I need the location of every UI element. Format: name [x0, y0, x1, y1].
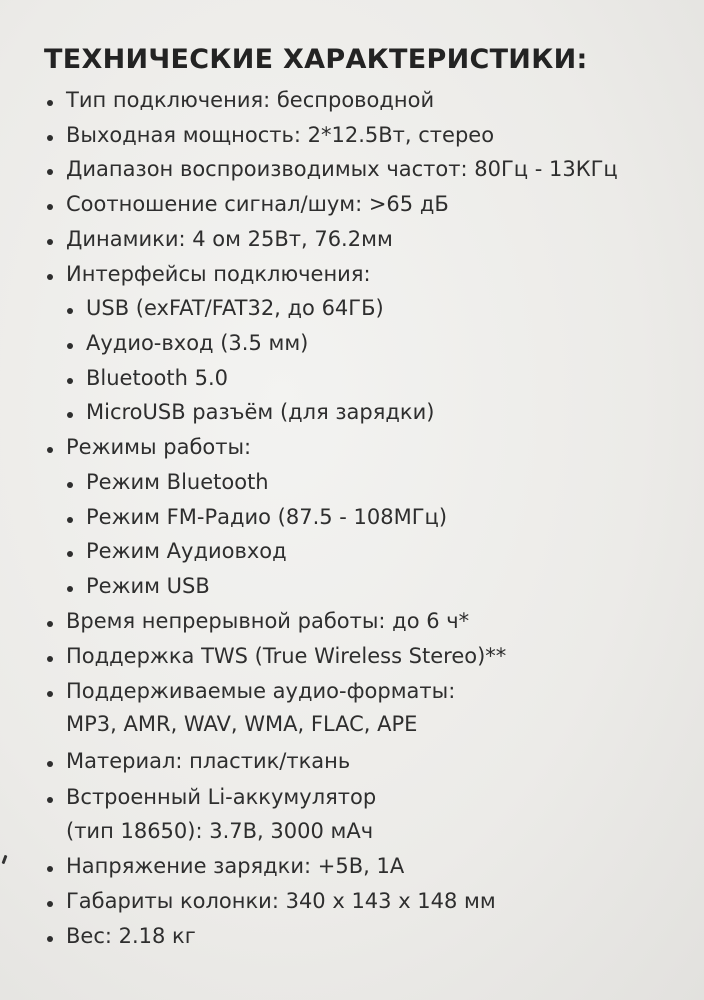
- bullet: [47, 447, 53, 453]
- spec-interface-bluetooth: Bluetooth 5.0: [86, 366, 229, 390]
- bullet: [47, 239, 53, 245]
- spec-modes: Режимы работы:: [66, 435, 252, 459]
- spec-battery: Встроенный Li-аккумулятор: [66, 785, 377, 809]
- bullet: [47, 169, 53, 175]
- bullet: [67, 412, 73, 418]
- dust-speck: [2, 855, 8, 864]
- spec-interface-microusb: MicroUSB разъём (для зарядки): [86, 400, 435, 424]
- spec-audio-formats-list: MP3, AMR, WAV, WMA, FLAC, APE: [66, 712, 418, 736]
- spec-audio-formats: Поддерживаемые аудио-форматы:: [66, 679, 456, 703]
- spec-material: Материал: пластик/ткань: [66, 749, 351, 773]
- spec-interface-usb: USB (exFAT/FAT32, до 64ГБ): [86, 296, 384, 320]
- bullet: [67, 378, 73, 384]
- bullet: [67, 586, 73, 592]
- bullet: [47, 761, 53, 767]
- bullet: [47, 866, 53, 872]
- bullet: [67, 482, 73, 488]
- bullet: [47, 274, 53, 280]
- spec-battery-details: (тип 18650): 3.7В, 3000 мАч: [66, 819, 374, 843]
- bullet: [47, 100, 53, 106]
- bullet: [47, 691, 53, 697]
- spec-charging-voltage: Напряжение зарядки: +5В, 1А: [66, 854, 405, 878]
- spec-runtime: Время непрерывной работы: до 6 ч*: [66, 609, 470, 633]
- bullet: [47, 135, 53, 141]
- bullet: [47, 797, 53, 803]
- spec-snr: Соотношение сигнал/шум: >65 дБ: [66, 192, 449, 216]
- bullet: [67, 517, 73, 523]
- bullet: [67, 551, 73, 557]
- bullet: [47, 936, 53, 942]
- spec-interface-aux: Аудио-вход (3.5 мм): [86, 331, 309, 355]
- spec-title: ТЕХНИЧЕСКИЕ ХАРАКТЕРИСТИКИ:: [44, 44, 588, 75]
- bullet: [47, 656, 53, 662]
- spec-connection-type: Тип подключения: беспроводной: [66, 88, 435, 112]
- spec-dimensions: Габариты колонки: 340 x 143 x 148 мм: [66, 889, 496, 913]
- spec-frequency-range: Диапазон воспроизводимых частот: 80Гц - 13КГц: [66, 157, 618, 181]
- spec-interfaces: Интерфейсы подключения:: [66, 262, 371, 286]
- spec-speakers: Динамики: 4 ом 25Вт, 76.2мм: [66, 227, 393, 251]
- spec-mode-fm: Режим FM-Радио (87.5 - 108МГц): [86, 505, 448, 529]
- spec-output-power: Выходная мощность: 2*12.5Вт, стерео: [66, 123, 495, 147]
- spec-weight: Вес: 2.18 кг: [66, 924, 196, 948]
- bullet: [47, 204, 53, 210]
- bullet: [47, 901, 53, 907]
- spec-mode-usb: Режим USB: [86, 574, 210, 598]
- spec-mode-aux: Режим Аудиовход: [86, 539, 287, 563]
- bullet: [67, 308, 73, 314]
- spec-tws: Поддержка TWS (True Wireless Stereo)**: [66, 644, 507, 668]
- spec-mode-bluetooth: Режим Bluetooth: [86, 470, 269, 494]
- bullet: [47, 621, 53, 627]
- bullet: [67, 343, 73, 349]
